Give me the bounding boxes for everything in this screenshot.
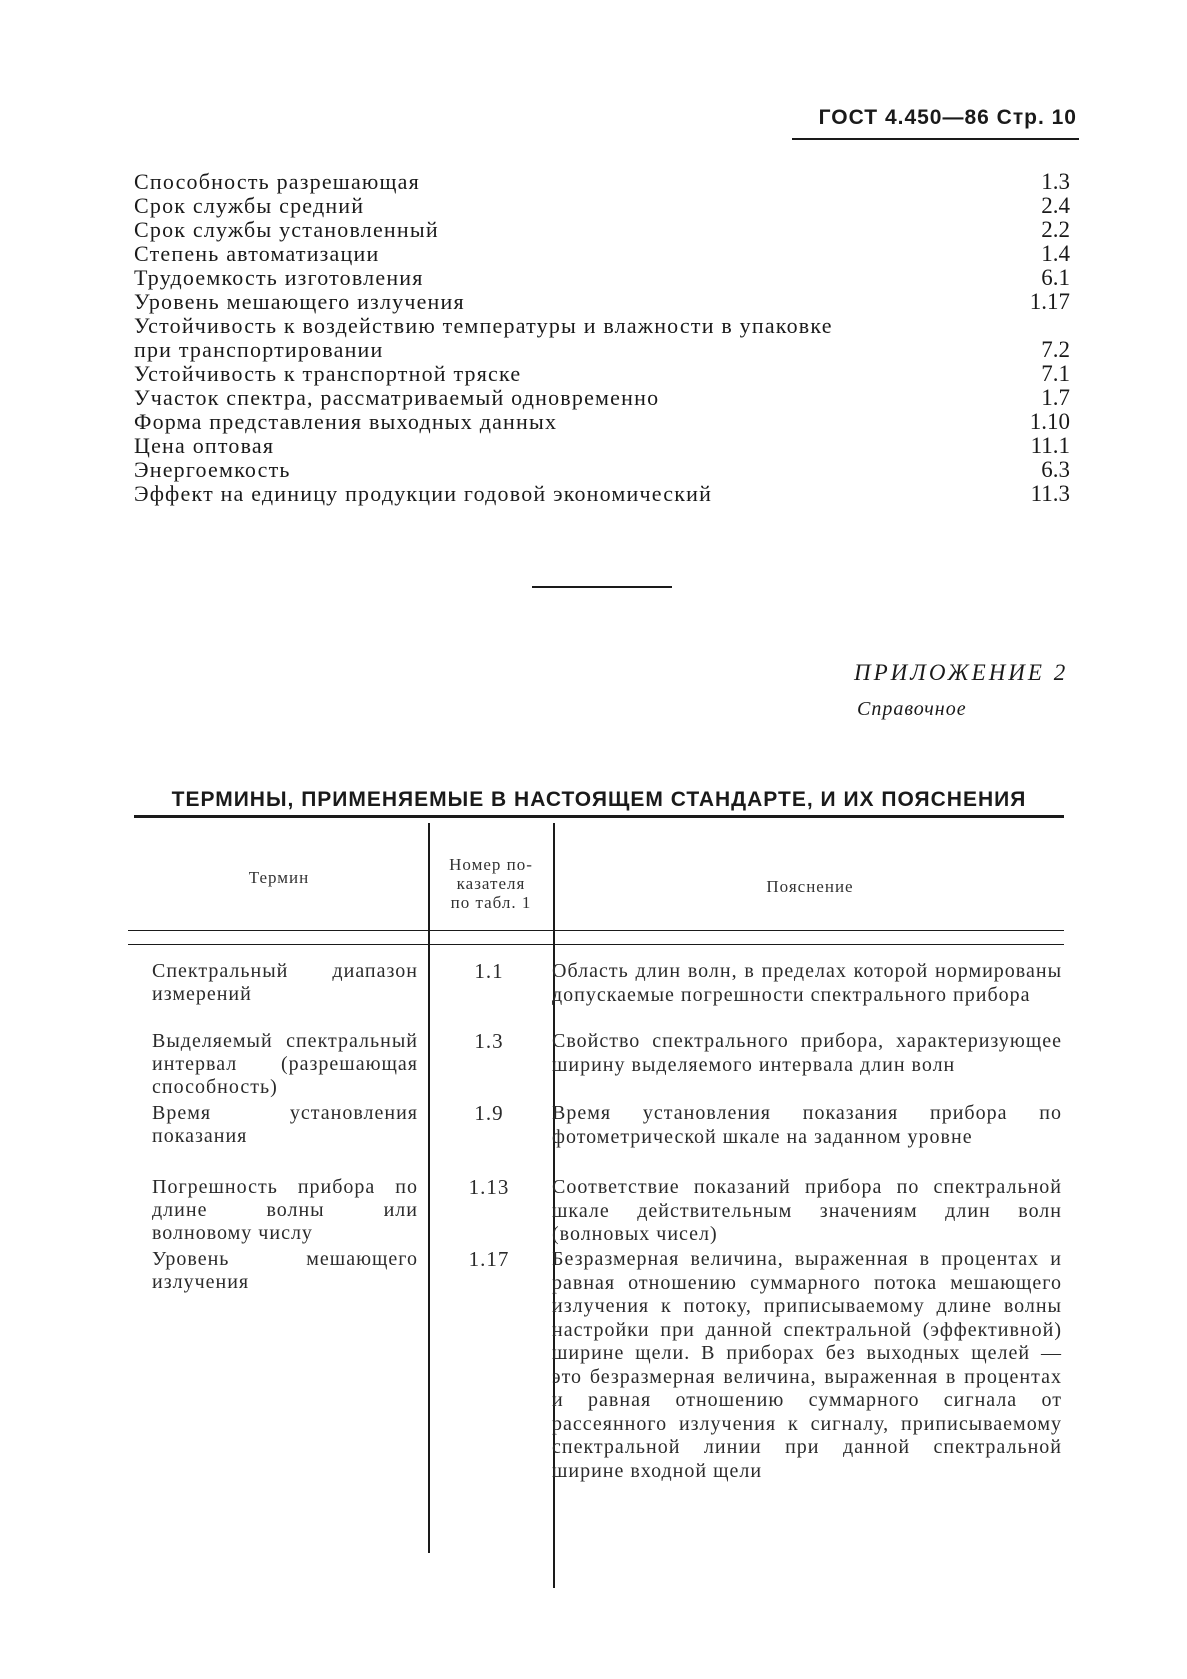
header-line: казателя bbox=[456, 874, 526, 893]
index-row bbox=[134, 434, 1070, 458]
index-row bbox=[134, 362, 1070, 386]
index-row bbox=[134, 170, 1070, 194]
appendix-subtitle: Справочное bbox=[857, 698, 967, 720]
index-row bbox=[134, 194, 1070, 218]
row-number: 1.13 bbox=[468, 1175, 510, 1199]
row-term: Уровень мешающего излучения bbox=[152, 1248, 418, 1293]
column-header-explanation: Пояснение bbox=[766, 877, 854, 896]
index-term: Трудоемкость изготовления bbox=[134, 265, 424, 290]
column-header-term: Термин bbox=[248, 868, 310, 887]
index-number: 2.4 bbox=[1041, 193, 1070, 218]
page-header: ГОСТ 4.450—86 Стр. 10 bbox=[818, 106, 1077, 129]
index-row bbox=[134, 386, 1070, 410]
index-number: 1.4 bbox=[1041, 241, 1070, 266]
index-row bbox=[134, 242, 1070, 266]
index-term: Срок службы средний bbox=[134, 193, 365, 218]
index-number: 11.1 bbox=[1030, 433, 1070, 458]
appendix-title: ПРИЛОЖЕНИЕ 2 bbox=[854, 660, 1069, 685]
column-header-number bbox=[432, 855, 550, 912]
index-term: Энергоемкость bbox=[134, 457, 291, 482]
row-number: 1.17 bbox=[468, 1247, 510, 1271]
index-number: 1.3 bbox=[1041, 169, 1070, 194]
row-explanation: Безразмерная величина, выраженная в процентах и равная отношению суммарного потока мешающего излучения к потоку, приписываемому длине волны настройки при данной спектральной (эффективной) ширине щели. В приборах без выходных щелей — это безразмерная величина, выраженная в процентах и равная отношению суммарного сигнала от рассеянного излучения к сигналу, приписываемому спектральной линии при данной спектральной ширине входной щели bbox=[552, 1248, 1062, 1482]
index-number: 6.3 bbox=[1041, 457, 1070, 482]
row-term: Погрешность прибора по длине волны или волновому числу bbox=[152, 1176, 418, 1244]
index-term: Устойчивость к транспортной тряске bbox=[134, 361, 522, 386]
row-term: Время установления показания bbox=[152, 1102, 418, 1147]
index-term: Уровень мешающего излучения bbox=[134, 289, 465, 314]
index-number: 7.1 bbox=[1041, 361, 1070, 386]
row-number: 1.9 bbox=[474, 1101, 504, 1125]
index-term: Участок спектра, рассматриваемый одновременно bbox=[134, 385, 660, 410]
index-number: 7.2 bbox=[1041, 337, 1070, 362]
header-rule bbox=[792, 138, 1079, 140]
index-row bbox=[134, 314, 1070, 338]
index-term: Срок службы установленный bbox=[134, 217, 439, 242]
row-number: 1.3 bbox=[474, 1029, 504, 1053]
index-row bbox=[134, 290, 1070, 314]
index-row bbox=[134, 338, 1070, 362]
index-number: 1.17 bbox=[1029, 289, 1070, 314]
index-row bbox=[134, 410, 1070, 434]
header-line: по табл. 1 bbox=[450, 893, 532, 912]
row-term: Спектральный диапазон измерений bbox=[152, 960, 418, 1005]
row-explanation: Свойство спектрального прибора, характеризующее ширину выделяемого интервала длин волн bbox=[552, 1030, 1062, 1076]
index-number: 1.7 bbox=[1041, 385, 1070, 410]
table-title: ТЕРМИНЫ, ПРИМЕНЯЕМЫЕ В НАСТОЯЩЕМ СТАНДАРТЕ, И ИХ ПОЯСНЕНИЯ bbox=[171, 788, 1027, 811]
index-term: Цена оптовая bbox=[134, 433, 275, 458]
index-term: Форма представления выходных данных bbox=[134, 409, 558, 434]
row-term: Выделяемый спектральный интервал (разрешающая способность) bbox=[152, 1030, 418, 1098]
title-rule bbox=[134, 815, 1064, 818]
row-number: 1.1 bbox=[474, 959, 504, 983]
header-rule-top bbox=[128, 930, 1064, 931]
index-term: при транспортировании bbox=[134, 337, 384, 362]
header-rule-bottom bbox=[128, 944, 1064, 945]
column-divider bbox=[428, 823, 430, 1553]
index-term: Устойчивость к воздействию температуры и влажности в упаковке bbox=[134, 313, 833, 338]
index-row bbox=[134, 218, 1070, 242]
header-line: Номер по- bbox=[449, 855, 533, 874]
index-row bbox=[134, 266, 1070, 290]
row-explanation: Время установления показания прибора по фотометрической шкале на заданном уровне bbox=[552, 1102, 1062, 1148]
row-explanation: Соответствие показаний прибора по спектральной шкале действительным значениям длин волн (волновых чисел) bbox=[552, 1176, 1062, 1245]
index-number: 2.2 bbox=[1041, 217, 1070, 242]
index-number: 11.3 bbox=[1030, 481, 1070, 506]
index-term: Эффект на единицу продукции годовой экономический bbox=[134, 481, 713, 506]
index-row bbox=[134, 458, 1070, 482]
index-term: Степень автоматизации bbox=[134, 241, 380, 266]
section-separator bbox=[532, 586, 672, 588]
index-term: Способность разрешающая bbox=[134, 169, 420, 194]
row-explanation: Область длин волн, в пределах которой нормированы допускаемые погрешности спектрального прибора bbox=[552, 960, 1062, 1006]
index-number: 6.1 bbox=[1041, 265, 1070, 290]
index-row bbox=[134, 482, 1070, 506]
term-index bbox=[134, 170, 1070, 506]
index-number: 1.10 bbox=[1029, 409, 1070, 434]
